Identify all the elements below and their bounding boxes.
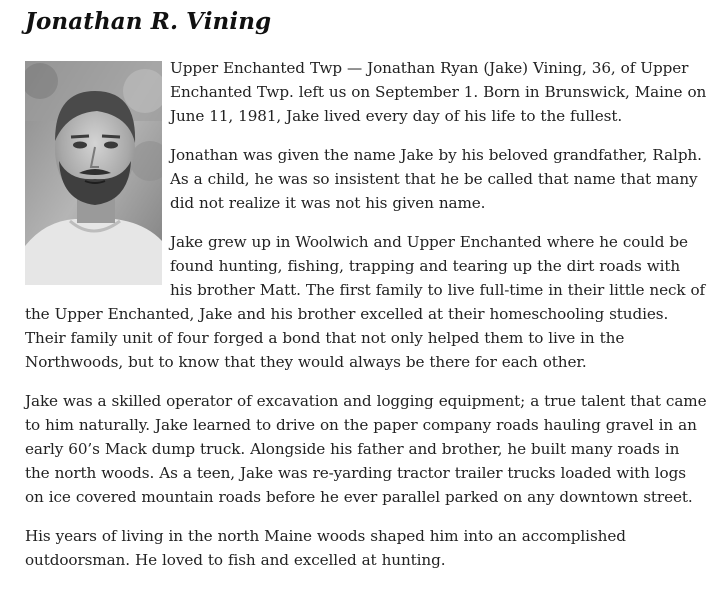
paragraph: Jake grew up in Woolwich and Upper Enchanted where he could be found hunting, fishing, trapping and tearing up the dirt roads with his brother Matt. The first family to live full-time in their little neck of the Upper Enchanted, Jake and his brother excelled at their homeschooling studies. Their family unit of four forged a bond that not only helped them to live in the Northwoods, but to know that they would always be there for each other. (25, 233, 706, 371)
paragraph: Upper Enchanted Twp — Jonathan Ryan (Jake) Vining, 36, of Upper Enchanted Twp. left us on September 1. Born in Brunswick, Maine on June 11, 1981, Jake lived every day of his life to the fullest. (170, 59, 707, 125)
paragraph: Jake was a skilled operator of excavation and logging equipment; a true talent that came to him naturally. Jake learned to drive on the paper company roads hauling gravel in an early 60’s Mack dump truck. Alongside his father and brother, he built many roads in the north woods. As a teen, Jake was re-yarding tractor trailer trucks loaded with logs on ice covered mountain roads before he ever parallel parked on any downtown street. (25, 392, 707, 506)
obituary-body (25, 56, 707, 587)
obituary-title: Jonathan R. Vining (25, 8, 272, 35)
paragraph: Jonathan was given the name Jake by his beloved grandfather, Ralph. As a child, he was so insistent that he be called that name that many did not realize it was not his given name. (170, 146, 702, 212)
paragraph: His years of living in the north Maine woods shaped him into an accomplished outdoorsman. He loved to fish and excelled at hunting. (25, 527, 626, 569)
photo-spacer (25, 56, 170, 289)
